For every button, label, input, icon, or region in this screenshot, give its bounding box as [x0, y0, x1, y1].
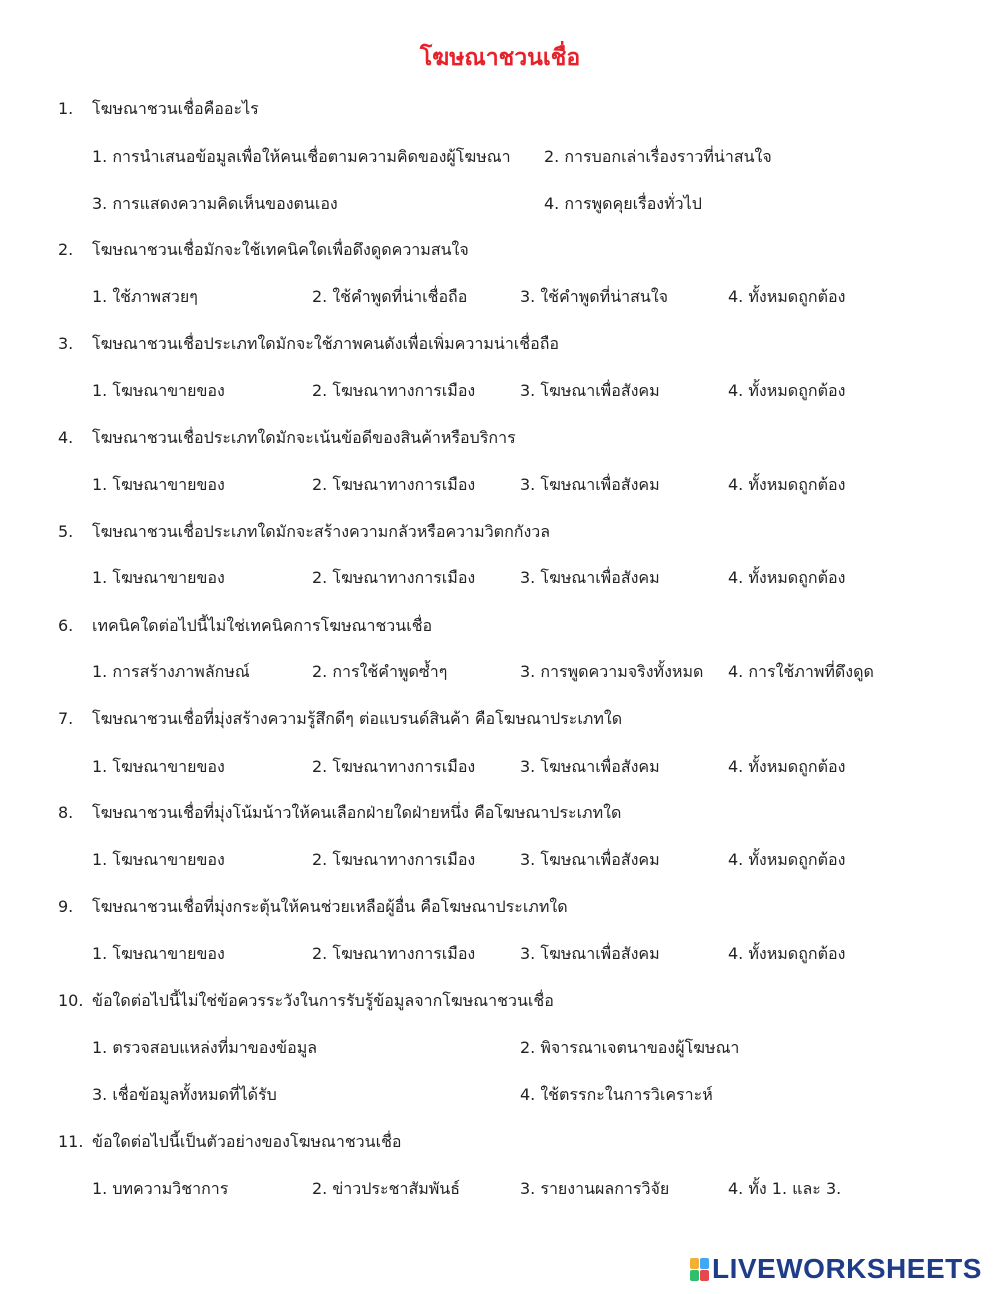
q9-option-3[interactable]: 3. โฆษณาเพื่อสังคม — [520, 944, 660, 963]
question-text: โฆษณาชวนเชื่อประเภทใดมักจะใช้ภาพคนดังเพื่อเพิ่มความน่าเชื่อถือ — [92, 334, 560, 353]
q2-option-2[interactable]: 2. ใช้คำพูดที่น่าเชื่อถือ — [312, 287, 468, 306]
question-number: 10. — [58, 991, 84, 1010]
q5-option-2[interactable]: 2. โฆษณาทางการเมือง — [312, 568, 476, 587]
q7-option-2[interactable]: 2. โฆษณาทางการเมือง — [312, 757, 476, 776]
question-number: 7. — [58, 709, 74, 728]
q11-option-3[interactable]: 3. รายงานผลการวิจัย — [520, 1179, 670, 1198]
q4-option-2[interactable]: 2. โฆษณาทางการเมือง — [312, 475, 476, 494]
question-number: 2. — [58, 240, 74, 259]
q11-option-2[interactable]: 2. ข่าวประชาสัมพันธ์ — [312, 1179, 461, 1198]
q2-option-4[interactable]: 4. ทั้งหมดถูกต้อง — [728, 287, 846, 306]
q9-option-2[interactable]: 2. โฆษณาทางการเมือง — [312, 944, 476, 963]
q10-option-2[interactable]: 2. พิจารณาเจตนาของผู้โฆษณา — [520, 1038, 740, 1057]
question-text: โฆษณาชวนเชื่อประเภทใดมักจะสร้างความกลัวหรือความวิตกกังวล — [92, 522, 551, 541]
q4-option-1[interactable]: 1. โฆษณาขายของ — [92, 475, 225, 494]
q1-option-4[interactable]: 4. การพูดคุยเรื่องทั่วไป — [544, 194, 702, 213]
q5-option-1[interactable]: 1. โฆษณาขายของ — [92, 568, 225, 587]
question-text: ข้อใดต่อไปนี้เป็นตัวอย่างของโฆษณาชวนเชื่อ — [92, 1132, 402, 1151]
q11-option-4[interactable]: 4. ทั้ง 1. และ 3. — [728, 1179, 842, 1198]
question-number: 5. — [58, 522, 74, 541]
question-text: โฆษณาชวนเชื่อประเภทใดมักจะเน้นข้อดีของสินค้าหรือบริการ — [92, 428, 516, 447]
q4-option-3[interactable]: 3. โฆษณาเพื่อสังคม — [520, 475, 660, 494]
q8-option-2[interactable]: 2. โฆษณาทางการเมือง — [312, 850, 476, 869]
q10-option-4[interactable]: 4. ใช้ตรรกะในการวิเคราะห์ — [520, 1085, 713, 1104]
q2-option-3[interactable]: 3. ใช้คำพูดที่น่าสนใจ — [520, 287, 669, 306]
question-text: โฆษณาชวนเชื่อที่มุ่งสร้างความรู้สึกดีๆ ต่อแบรนด์สินค้า คือโฆษณาประเภทใด — [92, 709, 623, 728]
q7-option-3[interactable]: 3. โฆษณาเพื่อสังคม — [520, 757, 660, 776]
q5-option-4[interactable]: 4. ทั้งหมดถูกต้อง — [728, 568, 846, 587]
q9-option-1[interactable]: 1. โฆษณาขายของ — [92, 944, 225, 963]
q1-option-3[interactable]: 3. การแสดงความคิดเห็นของตนเอง — [92, 194, 338, 213]
liveworksheets-logo-icon — [690, 1258, 708, 1280]
q10-option-1[interactable]: 1. ตรวจสอบแหล่งที่มาของข้อมูล — [92, 1038, 318, 1057]
logo-tile — [700, 1270, 709, 1281]
q6-option-4[interactable]: 4. การใช้ภาพที่ดึงดูด — [728, 662, 874, 681]
q2-option-1[interactable]: 1. ใช้ภาพสวยๆ — [92, 287, 198, 306]
q11-option-1[interactable]: 1. บทความวิชาการ — [92, 1179, 229, 1198]
worksheet-title: โฆษณาชวนเชื่อ — [419, 45, 581, 71]
question-number: 3. — [58, 334, 74, 353]
liveworksheets-wordmark: LIVEWORKSHEETS — [712, 1253, 982, 1284]
question-number: 4. — [58, 428, 74, 447]
question-text: ข้อใดต่อไปนี้ไม่ใช่ข้อควรระวังในการรับรู้ข้อมูลจากโฆษณาชวนเชื่อ — [92, 991, 554, 1010]
question-number: 6. — [58, 616, 74, 635]
question-number: 1. — [58, 99, 74, 118]
q6-option-1[interactable]: 1. การสร้างภาพลักษณ์ — [92, 662, 250, 681]
question-text: โฆษณาชวนเชื่อมักจะใช้เทคนิคใดเพื่อดึงดูดความสนใจ — [92, 240, 469, 259]
q8-option-3[interactable]: 3. โฆษณาเพื่อสังคม — [520, 850, 660, 869]
q1-option-1[interactable]: 1. การนำเสนอข้อมูลเพื่อให้คนเชื่อตามความคิดของผู้โฆษณา — [92, 147, 511, 166]
q6-option-2[interactable]: 2. การใช้คำพูดซ้ำๆ — [312, 662, 448, 681]
question-text: เทคนิคใดต่อไปนี้ไม่ใช่เทคนิคการโฆษณาชวนเชื่อ — [92, 616, 433, 635]
question-text: โฆษณาชวนเชื่อที่มุ่งโน้มน้าวให้คนเลือกฝ่ายใดฝ่ายหนึ่ง คือโฆษณาประเภทใด — [92, 803, 622, 822]
q10-option-3[interactable]: 3. เชื่อข้อมูลทั้งหมดที่ได้รับ — [92, 1085, 277, 1104]
logo-tile — [700, 1258, 709, 1269]
q7-option-1[interactable]: 1. โฆษณาขายของ — [92, 757, 225, 776]
logo-tile — [690, 1258, 699, 1269]
q9-option-4[interactable]: 4. ทั้งหมดถูกต้อง — [728, 944, 846, 963]
q7-option-4[interactable]: 4. ทั้งหมดถูกต้อง — [728, 757, 846, 776]
q8-option-1[interactable]: 1. โฆษณาขายของ — [92, 850, 225, 869]
q3-option-1[interactable]: 1. โฆษณาขายของ — [92, 381, 225, 400]
q5-option-3[interactable]: 3. โฆษณาเพื่อสังคม — [520, 568, 660, 587]
liveworksheets-branding[interactable] — [690, 1252, 990, 1286]
q6-option-3[interactable]: 3. การพูดความจริงทั้งหมด — [520, 662, 704, 681]
q4-option-4[interactable]: 4. ทั้งหมดถูกต้อง — [728, 475, 846, 494]
question-number: 9. — [58, 897, 74, 916]
q1-option-2[interactable]: 2. การบอกเล่าเรื่องราวที่น่าสนใจ — [544, 147, 772, 166]
logo-tile — [690, 1270, 699, 1281]
q8-option-4[interactable]: 4. ทั้งหมดถูกต้อง — [728, 850, 846, 869]
q3-option-3[interactable]: 3. โฆษณาเพื่อสังคม — [520, 381, 660, 400]
question-text: โฆษณาชวนเชื่อคืออะไร — [92, 99, 259, 118]
question-number: 11. — [58, 1132, 84, 1151]
question-number: 8. — [58, 803, 74, 822]
q3-option-4[interactable]: 4. ทั้งหมดถูกต้อง — [728, 381, 846, 400]
q3-option-2[interactable]: 2. โฆษณาทางการเมือง — [312, 381, 476, 400]
question-text: โฆษณาชวนเชื่อที่มุ่งกระตุ้นให้คนช่วยเหลือผู้อื่น คือโฆษณาประเภทใด — [92, 897, 568, 916]
